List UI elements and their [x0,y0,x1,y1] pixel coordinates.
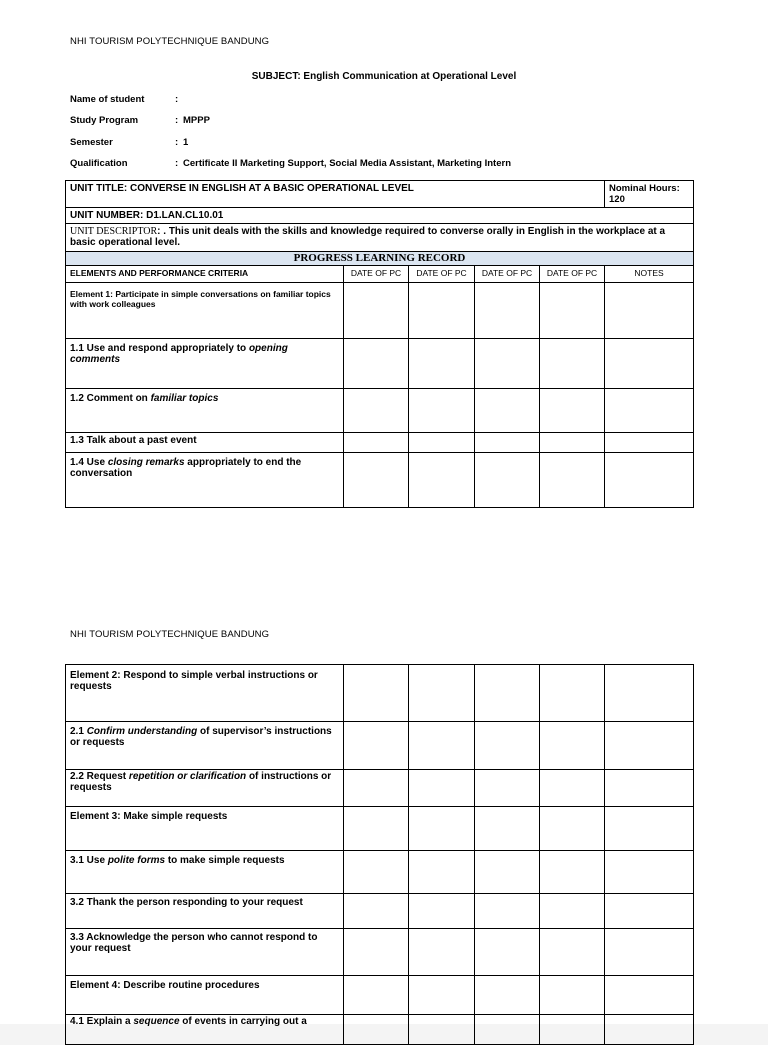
criterion-3-2: 3.2 Thank the person responding to your request [66,894,344,929]
info-row-program: Study Program : MPPP [70,115,210,126]
date-cell[interactable] [475,976,540,1015]
nominal-hours [605,181,694,208]
date-cell[interactable] [409,433,475,453]
date-cell[interactable] [540,1015,605,1045]
table-row [66,807,694,851]
table-row [66,433,694,453]
criterion-1-3: 1.3 Talk about a past event [66,433,344,453]
notes-cell[interactable] [605,453,694,508]
table-row [66,665,694,722]
date-cell[interactable] [540,283,605,339]
unit-descriptor [66,224,694,252]
date-cell[interactable] [409,807,475,851]
date-cell[interactable] [344,722,409,770]
criterion-1-2: 1.2 Comment on familiar topics [66,389,344,433]
date-cell[interactable] [475,851,540,894]
date-cell[interactable] [475,283,540,339]
progress-record-table-page2 [65,664,694,1045]
date-cell[interactable] [475,722,540,770]
date-cell[interactable] [540,770,605,807]
unit-title: UNIT TITLE: CONVERSE IN ENGLISH AT A BASIC OPERATIONAL LEVEL [66,181,605,208]
date-cell[interactable] [409,453,475,508]
notes-cell[interactable] [605,433,694,453]
date-cell[interactable] [344,665,409,722]
subject-title: SUBJECT: English Communication at Operational Level [251,71,517,82]
unit-number: UNIT NUMBER: D1.LAN.CL10.01 [66,208,694,224]
institution-header: NHI TOURISM POLYTECHNIQUE BANDUNG [70,36,270,47]
element-1: Element 1: Participate in simple conversations on familiar topics with work colleagues [66,283,344,339]
table-row [66,929,694,976]
progress-learning-record-title: PROGRESS LEARNING RECORD [66,252,694,266]
info-row-semester: Semester : 1 [70,137,189,148]
criterion-1-1: 1.1 Use and respond appropriately to opening comments [66,339,344,389]
date-cell[interactable] [344,1015,409,1045]
column-header-date: DATE OF PC [409,266,475,283]
date-cell[interactable] [409,976,475,1015]
descriptor-text: : . This unit deals with the skills and knowledge required to converse orally in English in the workplace at a basic operational level. [70,226,666,248]
date-cell[interactable] [344,929,409,976]
column-header-date: DATE OF PC [475,266,540,283]
notes-cell[interactable] [605,283,694,339]
column-header-date: DATE OF PC [540,266,605,283]
date-cell[interactable] [540,807,605,851]
info-value: MPPP [183,115,210,126]
nominal-hours-label: Nominal Hours: [609,183,680,194]
info-row-student: Name of student : [70,94,179,105]
date-cell[interactable] [409,894,475,929]
date-cell[interactable] [540,389,605,433]
date-cell[interactable] [344,770,409,807]
date-cell[interactable] [344,433,409,453]
date-cell[interactable] [540,339,605,389]
notes-cell[interactable] [605,722,694,770]
element-4: Element 4: Describe routine procedures [66,976,344,1015]
notes-cell[interactable] [605,665,694,722]
element-2: Element 2: Respond to simple verbal instructions or requests [66,665,344,722]
info-label: Qualification [70,158,128,169]
date-cell[interactable] [409,283,475,339]
info-label: Study Program [70,115,139,126]
date-cell[interactable] [540,976,605,1015]
criterion-4-1: 4.1 Explain a sequence of events in carrying out a [66,1015,344,1045]
date-cell[interactable] [344,389,409,433]
date-cell[interactable] [475,929,540,976]
date-cell[interactable] [344,453,409,508]
date-cell[interactable] [409,1015,475,1045]
info-value: Certificate II Marketing Support, Social Media Assistant, Marketing Intern [183,158,511,169]
notes-cell[interactable] [605,929,694,976]
notes-cell[interactable] [605,851,694,894]
notes-cell[interactable] [605,770,694,807]
table-row [66,722,694,770]
date-cell[interactable] [540,722,605,770]
table-row [66,339,694,389]
notes-cell[interactable] [605,894,694,929]
date-cell[interactable] [344,339,409,389]
date-cell[interactable] [409,665,475,722]
table-row [66,453,694,508]
info-value: 1 [183,137,189,148]
info-label: Semester [70,137,113,148]
date-cell[interactable] [409,339,475,389]
date-cell[interactable] [540,894,605,929]
date-cell[interactable] [344,894,409,929]
date-cell[interactable] [540,929,605,976]
info-row-qualification: Qualification : Certificate II Marketing Support, Social Media Assistant, Marketing Intern [70,158,511,169]
table-row [66,851,694,894]
date-cell[interactable] [409,389,475,433]
date-cell[interactable] [409,929,475,976]
nominal-hours-value: 120 [609,194,625,205]
table-row [66,283,694,339]
date-cell[interactable] [344,807,409,851]
criterion-3-1: 3.1 Use polite forms to make simple requests [66,851,344,894]
table-row [66,1015,694,1045]
date-cell[interactable] [475,894,540,929]
table-row [66,389,694,433]
column-header-date: DATE OF PC [344,266,409,283]
date-cell[interactable] [540,851,605,894]
notes-cell[interactable] [605,1015,694,1045]
element-3: Element 3: Make simple requests [66,807,344,851]
table-row [66,976,694,1015]
criterion-2-1: 2.1 Confirm understanding of supervisor’s instructions or requests [66,722,344,770]
date-cell[interactable] [409,722,475,770]
criterion-2-2: 2.2 Request repetition or clarification of instructions or requests [66,770,344,807]
date-cell[interactable] [344,851,409,894]
criterion-3-3: 3.3 Acknowledge the person who cannot respond to your request [66,929,344,976]
date-cell[interactable] [344,976,409,1015]
date-cell[interactable] [475,665,540,722]
date-cell[interactable] [409,851,475,894]
notes-cell[interactable] [605,976,694,1015]
date-cell[interactable] [475,433,540,453]
descriptor-label: UNIT DESCRIPTOR [70,226,158,237]
info-label: Name of student [70,94,145,105]
date-cell[interactable] [540,433,605,453]
table-row [66,894,694,929]
date-cell[interactable] [540,453,605,508]
date-cell[interactable] [475,453,540,508]
institution-header-page2: NHI TOURISM POLYTECHNIQUE BANDUNG [70,629,270,640]
date-cell[interactable] [475,807,540,851]
date-cell[interactable] [475,389,540,433]
date-cell[interactable] [475,339,540,389]
notes-cell[interactable] [605,389,694,433]
column-header-notes: NOTES [605,266,694,283]
date-cell[interactable] [344,283,409,339]
date-cell[interactable] [475,770,540,807]
criterion-1-4: 1.4 Use closing remarks appropriately to end the conversation [66,453,344,508]
progress-record-table-page1 [65,180,694,508]
notes-cell[interactable] [605,339,694,389]
date-cell[interactable] [409,770,475,807]
column-header-criteria: ELEMENTS AND PERFORMANCE CRITERIA [66,266,344,283]
table-row [66,770,694,807]
date-cell[interactable] [475,1015,540,1045]
date-cell[interactable] [540,665,605,722]
notes-cell[interactable] [605,807,694,851]
